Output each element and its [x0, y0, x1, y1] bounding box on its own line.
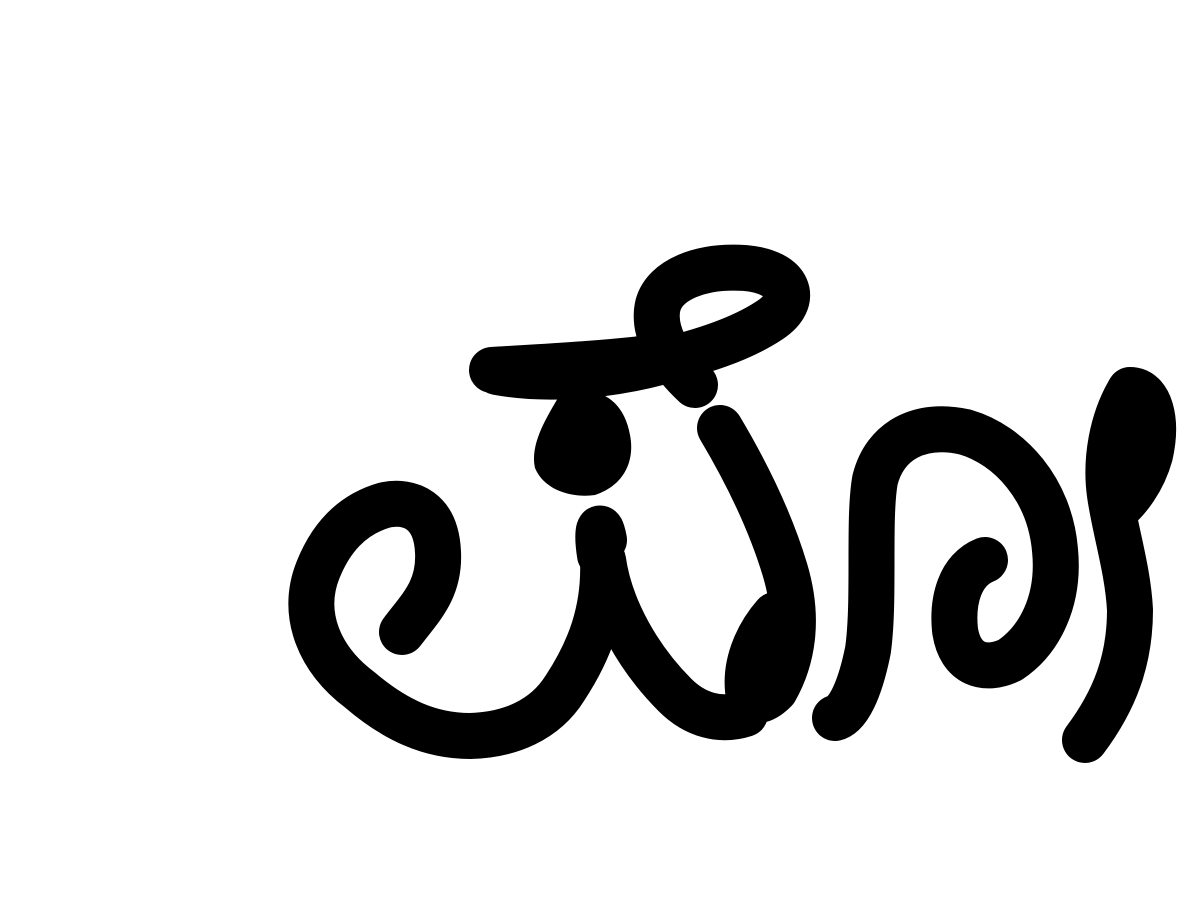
- ink-stroke-right-descender: [1085, 390, 1153, 740]
- ink-stroke-top-curl: [497, 268, 787, 385]
- ink-blob-dot: [534, 392, 631, 496]
- ink-stroke-middle-loop: [835, 429, 1056, 718]
- ink-stroke-main-loop: [311, 504, 745, 736]
- ink-stroke-center-ascender: [720, 428, 793, 700]
- ink-stroke-middle-bump: [598, 528, 604, 555]
